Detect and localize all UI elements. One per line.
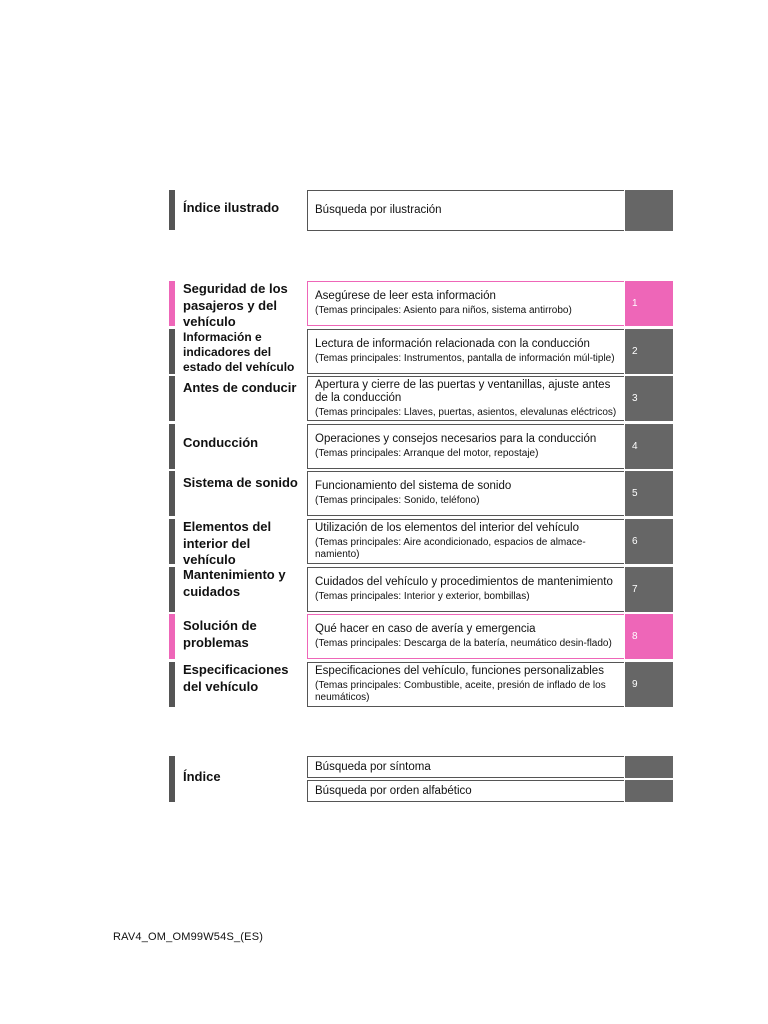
chapter-bar <box>169 662 175 707</box>
chapter-number-tab[interactable]: 6 <box>625 519 673 564</box>
chapter-description: Especificaciones del vehículo, funciones personalizables <box>315 665 604 677</box>
chapter-description-box[interactable] <box>307 519 624 564</box>
chapter-number-tab[interactable]: 4 <box>625 424 673 469</box>
chapter-description-box[interactable] <box>307 614 624 659</box>
chapter-description-box[interactable] <box>307 567 624 612</box>
chapter-title[interactable]: Conducción <box>183 435 259 450</box>
chapter-number-tab[interactable]: 3 <box>625 376 673 421</box>
chapter-number-tab[interactable]: 1 <box>625 281 673 326</box>
chapter-title[interactable]: Solución de problemas <box>183 618 257 650</box>
chapter-title[interactable]: Mantenimiento y cuidados <box>183 567 286 599</box>
chapter-topics: (Temas principales: Interior y exterior, bombillas) <box>315 591 530 602</box>
chapter-bar <box>169 471 175 516</box>
chapter-description: Cuidados del vehículo y procedimientos de mantenimiento <box>315 576 613 588</box>
chapter-description-box[interactable] <box>307 662 624 707</box>
chapter-description-box[interactable] <box>307 329 624 374</box>
chapter-description: Lectura de información relacionada con la conducción <box>315 338 590 350</box>
symptom-search-box[interactable] <box>307 756 624 778</box>
alphabetical-search-box[interactable] <box>307 780 624 802</box>
alphabetical-tab[interactable] <box>625 780 673 802</box>
alphabetical-search-label: Búsqueda por orden alfabético <box>315 784 472 797</box>
symptom-tab[interactable] <box>625 756 673 778</box>
chapter-description-box[interactable] <box>307 471 624 516</box>
chapter-topics: (Temas principales: Llaves, puertas, asientos, elevalunas eléctricos) <box>315 406 617 418</box>
illustrated-search-box[interactable] <box>307 190 624 231</box>
chapter-title[interactable]: Seguridad de los pasajeros y del vehículo <box>183 281 288 329</box>
chapter-bar <box>169 614 175 659</box>
chapter-number-tab[interactable]: 9 <box>625 662 673 707</box>
chapter-topics: (Temas principales: Arranque del motor, repostaje) <box>315 448 539 459</box>
chapter-description: Operaciones y consejos necesarios para la conducción <box>315 433 597 445</box>
chapter-bar <box>169 567 175 612</box>
chapter-number-tab[interactable]: 2 <box>625 329 673 374</box>
chapter-description: Funcionamiento del sistema de sonido <box>315 480 512 492</box>
chapter-description-box[interactable] <box>307 376 624 421</box>
chapter-title[interactable]: Elementos del interior del vehículo <box>183 519 272 567</box>
chapter-topics: (Temas principales: Instrumentos, pantalla de información múl-tiple) <box>315 353 615 364</box>
index-title[interactable]: Índice <box>183 769 221 784</box>
chapter-bar <box>169 519 175 564</box>
chapter-topics: (Temas principales: Aire acondicionado, espacios de almace-namiento) <box>315 537 586 560</box>
chapter-topics: (Temas principales: Descarga de la batería, neumático desin-flado) <box>315 638 612 649</box>
illustrated-search-label: Búsqueda por ilustración <box>315 204 442 216</box>
chapter-description: Utilización de los elementos del interior del vehículo <box>315 522 580 534</box>
chapter-bar <box>169 424 175 469</box>
chapter-description: Qué hacer en caso de avería y emergencia <box>315 623 536 635</box>
document-code: RAV4_OM_OM99W54S_(ES) <box>113 931 264 943</box>
chapter-title[interactable]: Especificaciones del vehículo <box>183 662 289 694</box>
chapter-number-tab[interactable]: 5 <box>625 471 673 516</box>
section-bar <box>169 756 175 802</box>
symptom-search-label: Búsqueda por síntoma <box>315 760 431 773</box>
chapter-description-box[interactable] <box>307 281 624 326</box>
chapter-bar <box>169 281 175 326</box>
chapter-topics: (Temas principales: Asiento para niños, sistema antirrobo) <box>315 305 572 316</box>
chapter-topics: (Temas principales: Combustible, aceite, presión de inflado de los neumáticos) <box>315 680 606 703</box>
illustrated-index-title[interactable]: Índice ilustrado <box>183 200 280 215</box>
chapter-description-box[interactable] <box>307 424 624 469</box>
chapter-bar <box>169 329 175 374</box>
chapter-description: Apertura y cierre de las puertas y ventanillas, ajuste antes de la conducción <box>315 378 611 404</box>
chapter-description: Asegúrese de leer esta información <box>315 290 496 302</box>
chapter-bar <box>169 376 175 421</box>
illustrated-tab[interactable] <box>625 190 673 231</box>
section-bar <box>169 190 175 230</box>
chapter-title[interactable]: Sistema de sonido <box>183 475 298 490</box>
chapter-topics: (Temas principales: Sonido, teléfono) <box>315 495 480 506</box>
chapter-title[interactable]: Información e indicadores del estado del vehículo <box>183 330 295 374</box>
chapter-number-tab[interactable]: 7 <box>625 567 673 612</box>
chapter-title[interactable]: Antes de conducir <box>183 380 297 395</box>
chapter-number-tab[interactable]: 8 <box>625 614 673 659</box>
